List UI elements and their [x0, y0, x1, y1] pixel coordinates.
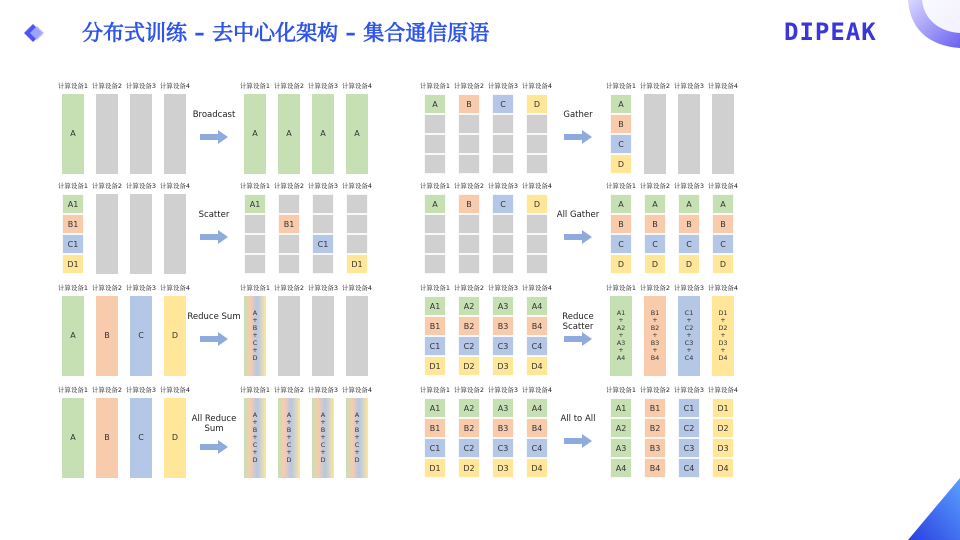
data-chunk: C: [492, 94, 514, 114]
data-chunk: A1: [62, 194, 84, 214]
data-chunk: A3: [610, 438, 632, 458]
data-chunk: D1: [62, 254, 84, 274]
data-chunk: B3: [644, 438, 666, 458]
data-chunk: C4: [678, 458, 700, 478]
data-chunk: B1: [62, 214, 84, 234]
data-chunk: D3: [712, 438, 734, 458]
data-chunk: D: [610, 154, 632, 174]
device-label: 计算设备1: [605, 82, 637, 90]
device-label: 计算设备3: [673, 82, 705, 90]
empty-chunk: [492, 114, 514, 134]
empty-chunk: [346, 194, 368, 214]
data-chunk: B4: [644, 458, 666, 478]
data-label: D: [171, 433, 179, 443]
device-label: 计算设备4: [707, 182, 739, 190]
empty-chunk: [492, 154, 514, 174]
data-chunk: C: [610, 234, 632, 254]
data-chunk: A: [644, 194, 666, 214]
device-label: 计算设备2: [91, 386, 123, 394]
data-chunk: A1: [610, 398, 632, 418]
empty-chunk: [424, 254, 446, 274]
data-chunk: A: [424, 194, 446, 214]
device-label: 计算设备1: [239, 284, 271, 292]
device-label: 计算设备1: [605, 182, 637, 190]
device-label: 计算设备3: [125, 386, 157, 394]
empty-chunk: [458, 214, 480, 234]
device-label: 计算设备3: [673, 386, 705, 394]
device-label: 计算设备1: [57, 182, 89, 190]
device-label: 计算设备2: [453, 284, 485, 292]
operation-label: All Gather: [556, 210, 600, 220]
empty-chunk: [244, 234, 266, 254]
data-chunk: B4: [526, 316, 548, 336]
sum-label: C1 + C2 + C3 + C4: [684, 309, 694, 362]
operation-label: Reduce Sum: [187, 312, 241, 322]
data-chunk: A2: [458, 296, 480, 316]
data-chunk: A4: [610, 458, 632, 478]
device-label: 计算设备2: [639, 284, 671, 292]
data-chunk: D: [678, 254, 700, 274]
data-chunk: A1: [244, 194, 266, 214]
device-label: 计算设备2: [453, 182, 485, 190]
data-chunk: D2: [712, 418, 734, 438]
empty-chunk: [526, 214, 548, 234]
operation-label: Scatter: [198, 210, 230, 220]
sum-label: B1 + B2 + B3 + B4: [650, 309, 660, 362]
empty-chunk: [424, 114, 446, 134]
data-chunk: C3: [492, 336, 514, 356]
empty-chunk: [526, 134, 548, 154]
data-chunk: A4: [526, 398, 548, 418]
sum-label: A + B + C + D: [354, 411, 360, 464]
sum-label: A + B + C + D: [252, 309, 258, 362]
data-chunk: C3: [492, 438, 514, 458]
data-chunk: D1: [346, 254, 368, 274]
device-label: 计算设备3: [487, 82, 519, 90]
empty-chunk: [458, 234, 480, 254]
data-chunk: B1: [278, 214, 300, 234]
device-label: 计算设备2: [639, 386, 671, 394]
data-chunk: B2: [458, 418, 480, 438]
data-chunk: C: [610, 134, 632, 154]
operation-label: Gather: [563, 110, 593, 120]
data-chunk: D4: [526, 458, 548, 478]
data-label: A: [252, 129, 258, 139]
data-chunk: A: [712, 194, 734, 214]
device-label: 计算设备3: [673, 182, 705, 190]
right-arrow-icon: [200, 130, 228, 144]
data-label: B: [104, 331, 110, 341]
data-chunk: A3: [492, 296, 514, 316]
device-label: 计算设备1: [239, 386, 271, 394]
data-chunk: C: [678, 234, 700, 254]
empty-chunk: [526, 254, 548, 274]
empty-chunk: [244, 254, 266, 274]
data-chunk: C: [644, 234, 666, 254]
data-chunk: C1: [424, 438, 446, 458]
empty-chunk: [492, 134, 514, 154]
data-chunk: B1: [644, 398, 666, 418]
data-chunk: B: [644, 214, 666, 234]
device-label: 计算设备4: [341, 82, 373, 90]
empty-device-bar: [678, 94, 700, 174]
device-label: 计算设备3: [307, 284, 339, 292]
data-chunk: A3: [492, 398, 514, 418]
data-label: A: [354, 129, 360, 139]
data-chunk: D1: [424, 356, 446, 376]
empty-device-bar: [130, 194, 152, 274]
empty-chunk: [424, 214, 446, 234]
data-chunk: D: [644, 254, 666, 274]
device-label: 计算设备3: [125, 182, 157, 190]
data-chunk: A1: [424, 398, 446, 418]
data-label: C: [138, 331, 144, 341]
data-chunk: D4: [712, 458, 734, 478]
device-label: 计算设备4: [707, 284, 739, 292]
empty-chunk: [278, 234, 300, 254]
data-chunk: D: [610, 254, 632, 274]
device-label: 计算设备4: [521, 182, 553, 190]
device-label: 计算设备4: [707, 386, 739, 394]
device-label: 计算设备3: [125, 82, 157, 90]
data-chunk: B1: [424, 316, 446, 336]
right-arrow-icon: [564, 434, 592, 448]
empty-chunk: [526, 154, 548, 174]
data-chunk: B: [458, 94, 480, 114]
data-chunk: D1: [712, 398, 734, 418]
device-label: 计算设备2: [273, 182, 305, 190]
data-chunk: D: [526, 94, 548, 114]
operation-label: All Reduce Sum: [191, 414, 237, 434]
empty-chunk: [458, 114, 480, 134]
empty-device-bar: [96, 194, 118, 274]
data-chunk: B2: [644, 418, 666, 438]
empty-device-bar: [712, 94, 734, 174]
device-label: 计算设备4: [159, 284, 191, 292]
data-chunk: B: [458, 194, 480, 214]
data-chunk: D: [712, 254, 734, 274]
device-label: 计算设备2: [91, 284, 123, 292]
data-chunk: C2: [458, 336, 480, 356]
data-chunk: C2: [678, 418, 700, 438]
device-label: 计算设备1: [239, 82, 271, 90]
data-chunk: B1: [424, 418, 446, 438]
data-chunk: C4: [526, 438, 548, 458]
data-chunk: B4: [526, 418, 548, 438]
right-arrow-icon: [200, 440, 228, 454]
device-label: 计算设备2: [273, 386, 305, 394]
sum-label: D1 + D2 + D3 + D4: [718, 309, 728, 362]
data-chunk: A: [610, 194, 632, 214]
empty-chunk: [312, 194, 334, 214]
device-label: 计算设备3: [487, 386, 519, 394]
device-label: 计算设备3: [307, 182, 339, 190]
data-chunk: D: [526, 194, 548, 214]
device-label: 计算设备1: [605, 386, 637, 394]
data-chunk: D2: [458, 356, 480, 376]
device-label: 计算设备1: [239, 182, 271, 190]
brand-logo: DIPEAK: [784, 18, 877, 46]
data-label: D: [171, 331, 179, 341]
right-arrow-icon: [564, 332, 592, 346]
data-chunk: A: [424, 94, 446, 114]
empty-chunk: [458, 254, 480, 274]
empty-chunk: [346, 234, 368, 254]
data-chunk: D2: [458, 458, 480, 478]
device-label: 计算设备4: [159, 82, 191, 90]
device-label: 计算设备2: [639, 82, 671, 90]
data-chunk: C1: [62, 234, 84, 254]
empty-device-bar: [346, 296, 368, 376]
empty-chunk: [492, 214, 514, 234]
data-label: C: [138, 433, 144, 443]
device-label: 计算设备4: [521, 284, 553, 292]
empty-chunk: [492, 254, 514, 274]
device-label: 计算设备4: [341, 386, 373, 394]
device-label: 计算设备2: [453, 386, 485, 394]
device-label: 计算设备4: [341, 284, 373, 292]
empty-chunk: [312, 214, 334, 234]
empty-device-bar: [164, 94, 186, 174]
data-chunk: D3: [492, 356, 514, 376]
data-chunk: B2: [458, 316, 480, 336]
device-label: 计算设备1: [57, 82, 89, 90]
data-chunk: C1: [678, 398, 700, 418]
data-chunk: B3: [492, 316, 514, 336]
device-label: 计算设备3: [487, 284, 519, 292]
operation-label: Reduce Scatter: [562, 312, 594, 332]
data-chunk: A2: [458, 398, 480, 418]
data-chunk: C2: [458, 438, 480, 458]
data-chunk: B: [712, 214, 734, 234]
data-chunk: A: [678, 194, 700, 214]
device-label: 计算设备3: [307, 386, 339, 394]
data-label: A: [286, 129, 292, 139]
empty-chunk: [492, 234, 514, 254]
data-label: A: [70, 433, 76, 443]
device-label: 计算设备1: [419, 82, 451, 90]
data-chunk: C1: [424, 336, 446, 356]
device-label: 计算设备4: [159, 386, 191, 394]
data-chunk: B: [678, 214, 700, 234]
empty-chunk: [424, 154, 446, 174]
data-chunk: C1: [312, 234, 334, 254]
device-label: 计算设备3: [487, 182, 519, 190]
data-chunk: A2: [610, 418, 632, 438]
empty-device-bar: [164, 194, 186, 274]
device-label: 计算设备4: [707, 82, 739, 90]
empty-device-bar: [130, 94, 152, 174]
empty-chunk: [278, 254, 300, 274]
empty-chunk: [346, 214, 368, 234]
data-chunk: A: [610, 94, 632, 114]
data-chunk: C4: [526, 336, 548, 356]
device-label: 计算设备2: [639, 182, 671, 190]
data-chunk: C: [492, 194, 514, 214]
data-chunk: B3: [492, 418, 514, 438]
device-label: 计算设备1: [605, 284, 637, 292]
device-label: 计算设备2: [273, 284, 305, 292]
empty-chunk: [312, 254, 334, 274]
operation-label: Broadcast: [192, 110, 236, 120]
device-label: 计算设备4: [521, 82, 553, 90]
device-label: 计算设备1: [57, 284, 89, 292]
data-chunk: D4: [526, 356, 548, 376]
sum-label: A + B + C + D: [320, 411, 326, 464]
page-title: 分布式训练 – 去中心化架构 – 集合通信原语: [82, 21, 490, 45]
device-label: 计算设备3: [307, 82, 339, 90]
sum-label: A + B + C + D: [252, 411, 258, 464]
data-label: B: [104, 433, 110, 443]
device-label: 计算设备3: [673, 284, 705, 292]
empty-chunk: [526, 114, 548, 134]
data-label: A: [70, 129, 76, 139]
empty-device-bar: [644, 94, 666, 174]
right-arrow-icon: [200, 332, 228, 346]
empty-chunk: [244, 214, 266, 234]
operation-label: All to All: [560, 414, 596, 424]
data-chunk: B: [610, 114, 632, 134]
device-label: 计算设备2: [453, 82, 485, 90]
right-arrow-icon: [200, 230, 228, 244]
data-chunk: D1: [424, 458, 446, 478]
device-label: 计算设备1: [419, 284, 451, 292]
right-arrow-icon: [564, 130, 592, 144]
empty-chunk: [526, 234, 548, 254]
device-label: 计算设备4: [341, 182, 373, 190]
data-chunk: C3: [678, 438, 700, 458]
empty-chunk: [424, 134, 446, 154]
sum-label: A1 + A2 + A3 + A4: [616, 309, 626, 362]
empty-chunk: [458, 154, 480, 174]
sum-label: A + B + C + D: [286, 411, 292, 464]
data-label: A: [320, 129, 326, 139]
data-chunk: B: [610, 214, 632, 234]
device-label: 计算设备4: [159, 182, 191, 190]
data-chunk: D3: [492, 458, 514, 478]
empty-device-bar: [96, 94, 118, 174]
device-label: 计算设备2: [273, 82, 305, 90]
empty-chunk: [458, 134, 480, 154]
device-label: 计算设备1: [57, 386, 89, 394]
empty-device-bar: [278, 296, 300, 376]
right-arrow-icon: [564, 230, 592, 244]
device-label: 计算设备4: [521, 386, 553, 394]
device-label: 计算设备1: [419, 386, 451, 394]
device-label: 计算设备1: [419, 182, 451, 190]
empty-chunk: [424, 234, 446, 254]
data-chunk: A1: [424, 296, 446, 316]
data-label: A: [70, 331, 76, 341]
device-label: 计算设备2: [91, 82, 123, 90]
device-label: 计算设备3: [125, 284, 157, 292]
device-label: 计算设备2: [91, 182, 123, 190]
data-chunk: C: [712, 234, 734, 254]
data-chunk: A4: [526, 296, 548, 316]
empty-chunk: [278, 194, 300, 214]
empty-device-bar: [312, 296, 334, 376]
